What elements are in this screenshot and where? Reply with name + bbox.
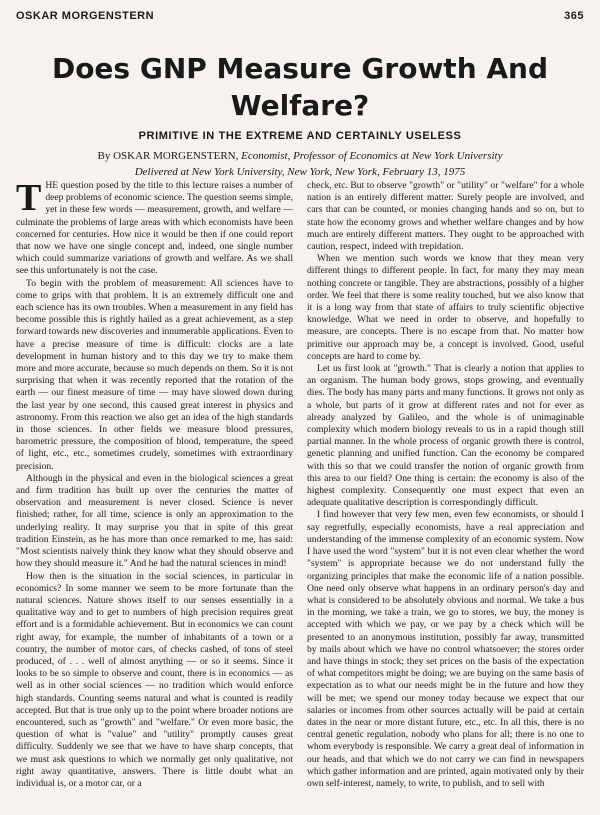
article-title: Does GNP Measure Growth And Welfare? (51, 52, 549, 122)
running-head (16, 10, 584, 22)
left-column (16, 180, 293, 807)
byline-affiliation: Economist, Professor of Economics at New York University (241, 150, 503, 162)
running-head-author: OSKAR MORGENSTERN (16, 10, 155, 22)
paragraph: Although in the physical and even in the biological sciences a great and firm tradition has built up over the centuries the matter of observation and measurement is never closed. Science is never finished; rather, for all time, science is only an approximation to the underlying reality. It may surprise you that in spite of this great tradition Einstein, as he has more than once remarked to me, has said: "Most scientists naively think they know what they should observe and how they should measure it." And he had the natural sciences in mind! (16, 472, 293, 570)
paragraph (16, 180, 293, 278)
delivered-note: Delivered at New York University, New York, New York, February 13, 1975 (134, 166, 466, 178)
paragraph: Let us first look at "growth." That is clearly a notion that applies to an organism. The human body grows, stops growing, and eventually dies. The body has many parts and many functions. It grows not only as a whole, but parts of it grow at different rates and not for ever as already analyzed by Galileo, and the whole is of unimaginable complexity which modern biology reveals to us in a rapid though still partial manner. In the whole process of organic growth there is control, genetic planning and unified function. Can the economy be compared with this so that we could transfer the notion of organic growth from this area to our field? One thing is certain: the economy is also of the highest complexity. Consequently one must expect that even an adequate qualitative description is correspondingly difficult. (307, 363, 584, 509)
byline (16, 150, 584, 162)
paragraph-text: HE question posed by the title to this lecture raises a number of deep problems of economic science. The question seems simple, yet in these few words — measurement, growth, and welfare — culminate the problems of large areas with which economists have been concerned for centuries. How nice it would be then if one could report that now we have one single concept and, indeed, one single number which could summarize variations of growth and welfare. As we shall see this unfortunately is not the case. (16, 180, 293, 277)
page-number: 365 (564, 10, 584, 22)
paragraph: When we mention such words we know that they mean very different things to different people. In fact, for many they may mean nothing concrete or tangible. They are abstractions, possibly of a higher order. We feel that there is some reality touched, but we also know that it is a long way from that state of affairs to truly scientific objective knowledge. What we need in order to observe, and hopefully to measure, are concepts. There is no escape from that. No matter how primitive our approach may be, a concept is involved. Good, useful concepts are hard to come by. (307, 253, 584, 362)
paragraph: I find however that very few men, even few economists, or should I say regretfully, especially economists, have a real appreciation and understanding of the immense complexity of an economic system. Now I have used the word "system" but it is not even clear whether the word "system" is appropriate because we do not understand fully the organizing principles that make the economic life of a nation possible. One need only observe what happens in an ordinary person's day and what is considered to be absolutely obvious and normal. We take a bus in the morning, we take a train, we go to stores, we buy, the money is accepted with which we pay, or we pay by a check which will be presented to an anonymous institution, possibly far away, transmitted by mails about which we have no control whatsoever; the stores order and have things in stock; they set prices on the basis of the expectation of what competitors might be doing; we are buying on the same basis of expectation as to what our needs might be in the future and how they will be met; we spend our money today because we expect that our salaries or incomes from other sources actually will be paid at certain dates in the near or more distant future, etc., etc. In all this, there is no central genetic regulation, nobody who plans for all; there is no one to whom everybody is responsible. We carry a great deal of information in our heads, and that which we do not carry we can find in newspapers which gather information and are printed, again motivated only by their own self-interest, namely, to write, to publish, and to sell with (307, 509, 584, 789)
article-header (16, 50, 584, 178)
byline-name: By OSKAR MORGENSTERN, (97, 150, 239, 162)
right-column (307, 180, 584, 807)
paragraph: How then is the situation in the social sciences, in particular in economics? In some manner we seem to be more fortunate than the natural sciences. Nature shows itself to our senses essentially in a qualitative way and to get to numbers of high precision requires great effort and is a formidable achievement. But in economics we can count right away, for example, the number of inhabitants of a town or a country, the number of motor cars, of checks cashed, of tons of steel produced, of . . . well of almost anything — or so it seems. Since it looks to be so simple to observe and count, there is in economics — as well as in other social sciences — no tradition which would enforce high standards. Counting seems natural and what is counted is readily accepted. But that is true only up to the point where broader notions are encountered, such as "growth" and "welfare." Or even more basic, the question of what is "value" and "utility" promptly causes great difficulty. Suddenly we see that we have to have sharp concepts, that we must ask questions to which we normally get only qualitative, not right away quantitative, answers. There is little doubt what an individual is, or a motor car, or a (16, 570, 293, 789)
article-subtitle: PRIMITIVE IN THE EXTREME AND CERTAINLY USELESS (138, 130, 462, 142)
drop-cap: T (16, 180, 42, 219)
article-body (16, 180, 584, 807)
paragraph: check, etc. But to observe "growth" or "utility" or "welfare" for a whole nation is an entirely different matter. Surely people are involved, and cars that can be counted, or monies changing hands and so on, but to state how the economy grows and whether welfare changes and by how much are entirely different matters. They ought to be approached with caution, respect, indeed with trepidation. (307, 180, 584, 253)
paragraph: To begin with the problem of measurement: All sciences have to come to grips with that problem. It is an extremely difficult one and each science has its own troubles. When a measurement in any field has become possible this is rightly hailed as a great achievement, as a step forward towards new discoveries and innumerable applications. Even to have a precise measure of time is difficult: clocks are a late development in human history and to this day we try to make them more and more accurate, because so much depends on them. So it is not surprising that when it was recently reported that the rotation of the earth — our finest measure of time — may have slowed down during the last year by one second, this caused great interest in physics and astronomy. From this reaction we also get an idea of the high standards in those sciences. In other fields we measure blood pressures, barometric pressure, the composition of blood, temperature, the speed of light, etc., etc., sometimes crudely, sometimes with extraordinary precision. (16, 277, 293, 472)
